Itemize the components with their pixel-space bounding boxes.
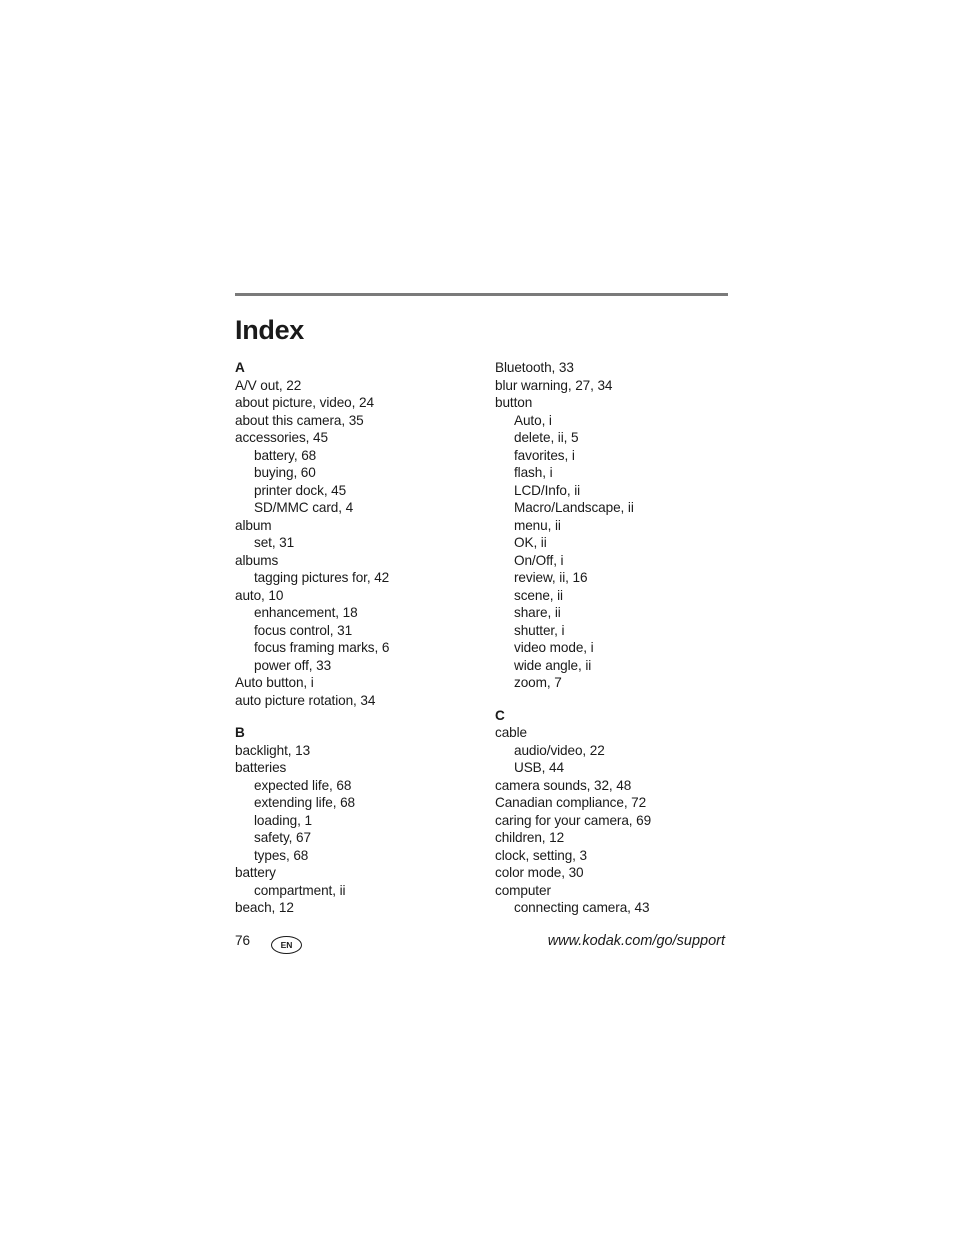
- index-entry: Bluetooth, 33: [495, 360, 574, 375]
- index-subentry: delete, ii, 5: [514, 430, 579, 445]
- index-section-gap: [235, 709, 475, 724]
- index-subentry: SD/MMC card, 4: [254, 500, 354, 515]
- index-subentry: audio/video, 22: [514, 742, 605, 758]
- index-subentry: tagging pictures for, 42: [254, 570, 390, 585]
- page-title: Index: [235, 315, 305, 345]
- index-entry: Canadian compliance, 72: [495, 795, 647, 810]
- index-subentry: LCD/Info, ii: [514, 482, 581, 498]
- index-subentry: safety, 67: [254, 830, 311, 845]
- index-subentry: flash, i: [514, 465, 553, 480]
- header-rule: [235, 293, 728, 296]
- index-entry: clock, setting, 3: [495, 847, 587, 863]
- index-subentry: battery, 68: [254, 447, 317, 463]
- index-entry: Auto button, i: [235, 675, 314, 690]
- index-subentry: expected life, 68: [254, 777, 352, 793]
- index-letter-heading: B: [235, 725, 245, 740]
- index-subentry: USB, 44: [514, 760, 564, 775]
- index-entry: A/V out, 22: [235, 377, 302, 393]
- index-subentry: Auto, i: [514, 412, 552, 428]
- index-entry: color mode, 30: [495, 865, 584, 880]
- index-entry: backlight, 13: [235, 742, 311, 758]
- index-subentry: zoom, 7: [514, 675, 562, 690]
- index-column-left: [235, 359, 475, 917]
- index-subentry: printer dock, 45: [254, 482, 347, 498]
- index-subentry: power off, 33: [254, 657, 332, 673]
- index-entry: children, 12: [495, 830, 565, 845]
- index-subentry: focus control, 31: [254, 622, 353, 638]
- page-number: 76: [235, 933, 251, 948]
- index-entry: camera sounds, 32, 48: [495, 777, 632, 793]
- index-subentry: share, ii: [514, 605, 561, 620]
- index-entry: album: [235, 517, 272, 533]
- index-entry: albums: [235, 552, 279, 568]
- index-entry: auto, 10: [235, 587, 284, 603]
- index-subentry: types, 68: [254, 847, 309, 863]
- index-subentry: favorites, i: [514, 447, 575, 463]
- index-entry: cable: [495, 725, 527, 740]
- support-url: www.kodak.com/go/support: [547, 933, 725, 949]
- language-badge: EN: [271, 936, 302, 954]
- index-letter-heading: A: [235, 360, 245, 375]
- index-entry: battery: [235, 865, 276, 880]
- index-entry: about this camera, 35: [235, 412, 364, 428]
- index-subentry: buying, 60: [254, 465, 316, 480]
- index-subentry: focus framing marks, 6: [254, 640, 390, 655]
- index-subentry: set, 31: [254, 535, 295, 550]
- index-subentry: scene, ii: [514, 587, 563, 603]
- index-entry: blur warning, 27, 34: [495, 377, 613, 393]
- index-entry: caring for your camera, 69: [495, 812, 652, 828]
- index-subentry: OK, ii: [514, 535, 547, 550]
- index-letter-heading: C: [495, 707, 505, 723]
- index-subentry: video mode, i: [514, 640, 594, 655]
- index-section-gap: [495, 692, 735, 707]
- index-entry: batteries: [235, 760, 287, 775]
- index-entry: accessories, 45: [235, 430, 328, 445]
- index-column-right: [495, 359, 735, 917]
- index-subentry: connecting camera, 43: [514, 900, 650, 915]
- index-subentry: loading, 1: [254, 812, 312, 828]
- index-subentry: extending life, 68: [254, 795, 355, 810]
- index-entry: button: [495, 395, 533, 410]
- index-subentry: enhancement, 18: [254, 605, 358, 620]
- index-subentry: menu, ii: [514, 517, 561, 533]
- index-subentry: Macro/Landscape, ii: [514, 500, 634, 515]
- index-entry: auto picture rotation, 34: [235, 692, 376, 708]
- index-entry: beach, 12: [235, 900, 294, 915]
- index-subentry: On/Off, i: [514, 552, 564, 568]
- index-subentry: compartment, ii: [254, 882, 346, 898]
- index-subentry: wide angle, ii: [514, 657, 592, 673]
- index-subentry: review, ii, 16: [514, 570, 588, 585]
- index-subentry: shutter, i: [514, 622, 565, 638]
- index-entry: about picture, video, 24: [235, 395, 374, 410]
- index-entry: computer: [495, 882, 551, 898]
